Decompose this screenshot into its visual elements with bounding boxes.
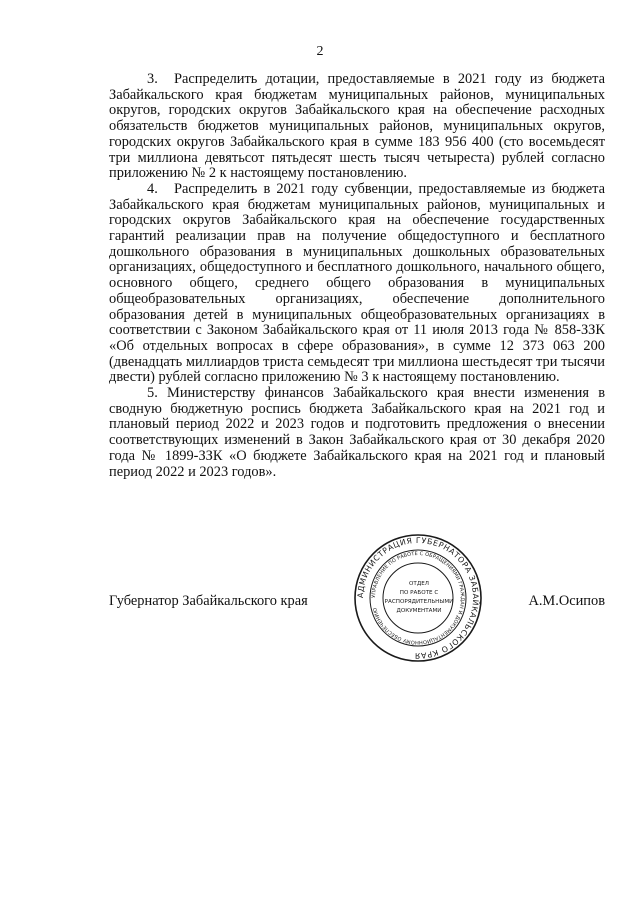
- stamp-inner-text: УПРАВЛЕНИЕ ПО РАБОТЕ С ОБРАЩЕНИЯМИ ГРАЖДАН И ДОКУМЕНТАЦИОННОМУ ОБЕСПЕЧЕНИЮ: [370, 550, 466, 646]
- paragraph-text: Распределить дотации, предоставляемые в 2021 году из бюджета Забайкальского края бюджетам муниципальных районов, муниципальных округов, городских округов Забайкальского края на обеспечение расходных обязательств бюджетов муниципальных районов, муниципальных округов, городских округов Забайкальского края в сумме 183 956 400 (сто восемьдесят три миллиона девятьсот пятьдесят шесть тысяч четыреста) рублей согласно приложению № 2 к настоящему постановлению.: [109, 71, 605, 182]
- stamp-seal-graphic: [353, 533, 483, 663]
- stamp-center-line: ОТДЕЛ: [409, 581, 429, 587]
- svg-text:УПРАВЛЕНИЕ ПО РАБОТЕ С ОБРАЩЕН: [371, 551, 465, 645]
- stamp-outer-text: АДМИНИСТРАЦИЯ ГУБЕРНАТОРА ЗАБАЙКАЛЬСКОГО КРАЯ: [355, 535, 481, 661]
- official-stamp: [353, 533, 483, 663]
- paragraph-text: 5. Министерству финансов Забайкальского края внести изменения в сводную бюджетную роспись бюджета Забайкальского края на 2021 год и плановый период 2022 и 2023 годов и подготовить предложения о внесении соответствующих изменений в Закон Забайкальского края от 30 декабря 2020 года № 1899-ЗЗК «О бюджете Забайкальского края на 2021 год и плановый период 2022 и 2023 годов».: [109, 385, 605, 480]
- paragraph-5: [109, 386, 605, 480]
- document-body: [109, 72, 605, 480]
- stamp-center-line: ПО РАБОТЕ С: [399, 590, 439, 596]
- paragraph-3: [109, 72, 605, 182]
- paragraph-number: 4.: [147, 180, 158, 197]
- page-number: 2: [316, 44, 324, 59]
- stamp-center-line: РАСПОРЯДИТЕЛЬНЫМИ: [384, 599, 454, 605]
- signatory-title: Губернатор Забайкальского края: [109, 593, 308, 609]
- stamp-center-line: ДОКУМЕНТАМИ: [396, 608, 442, 614]
- paragraph-4: [109, 182, 605, 386]
- signatory-name: А.М.Осипов: [528, 593, 605, 609]
- paragraph-text: Распределить в 2021 году субвенции, предоставляемые из бюджета Забайкальского края бюджетам муниципальных районов, муниципальных и городских округов Забайкальского края на обеспечение государственных гарантий реализации прав на получение общедоступного и бесплатного дошкольного образования в муниципальных дошкольных образовательных организациях, общедоступного и бесплатного дошкольного, начального общего, основного общего, среднего общего образования в муниципальных общеобразовательных организациях, обеспечение дополнительного образования детей в муниципальных общеобразовательных организациях в соответствии с Законом Забайкальского края от 11 июля 2013 года № 858-ЗЗК «Об отдельных вопросах в сфере образования», в сумме 12 373 063 200 (двенадцать миллиардов триста семьдесят три миллиона шестьдесят три тысячи двести) рублей согласно приложению № 3 к настоящему постановлению.: [109, 180, 605, 386]
- paragraph-number: 3.: [147, 71, 158, 87]
